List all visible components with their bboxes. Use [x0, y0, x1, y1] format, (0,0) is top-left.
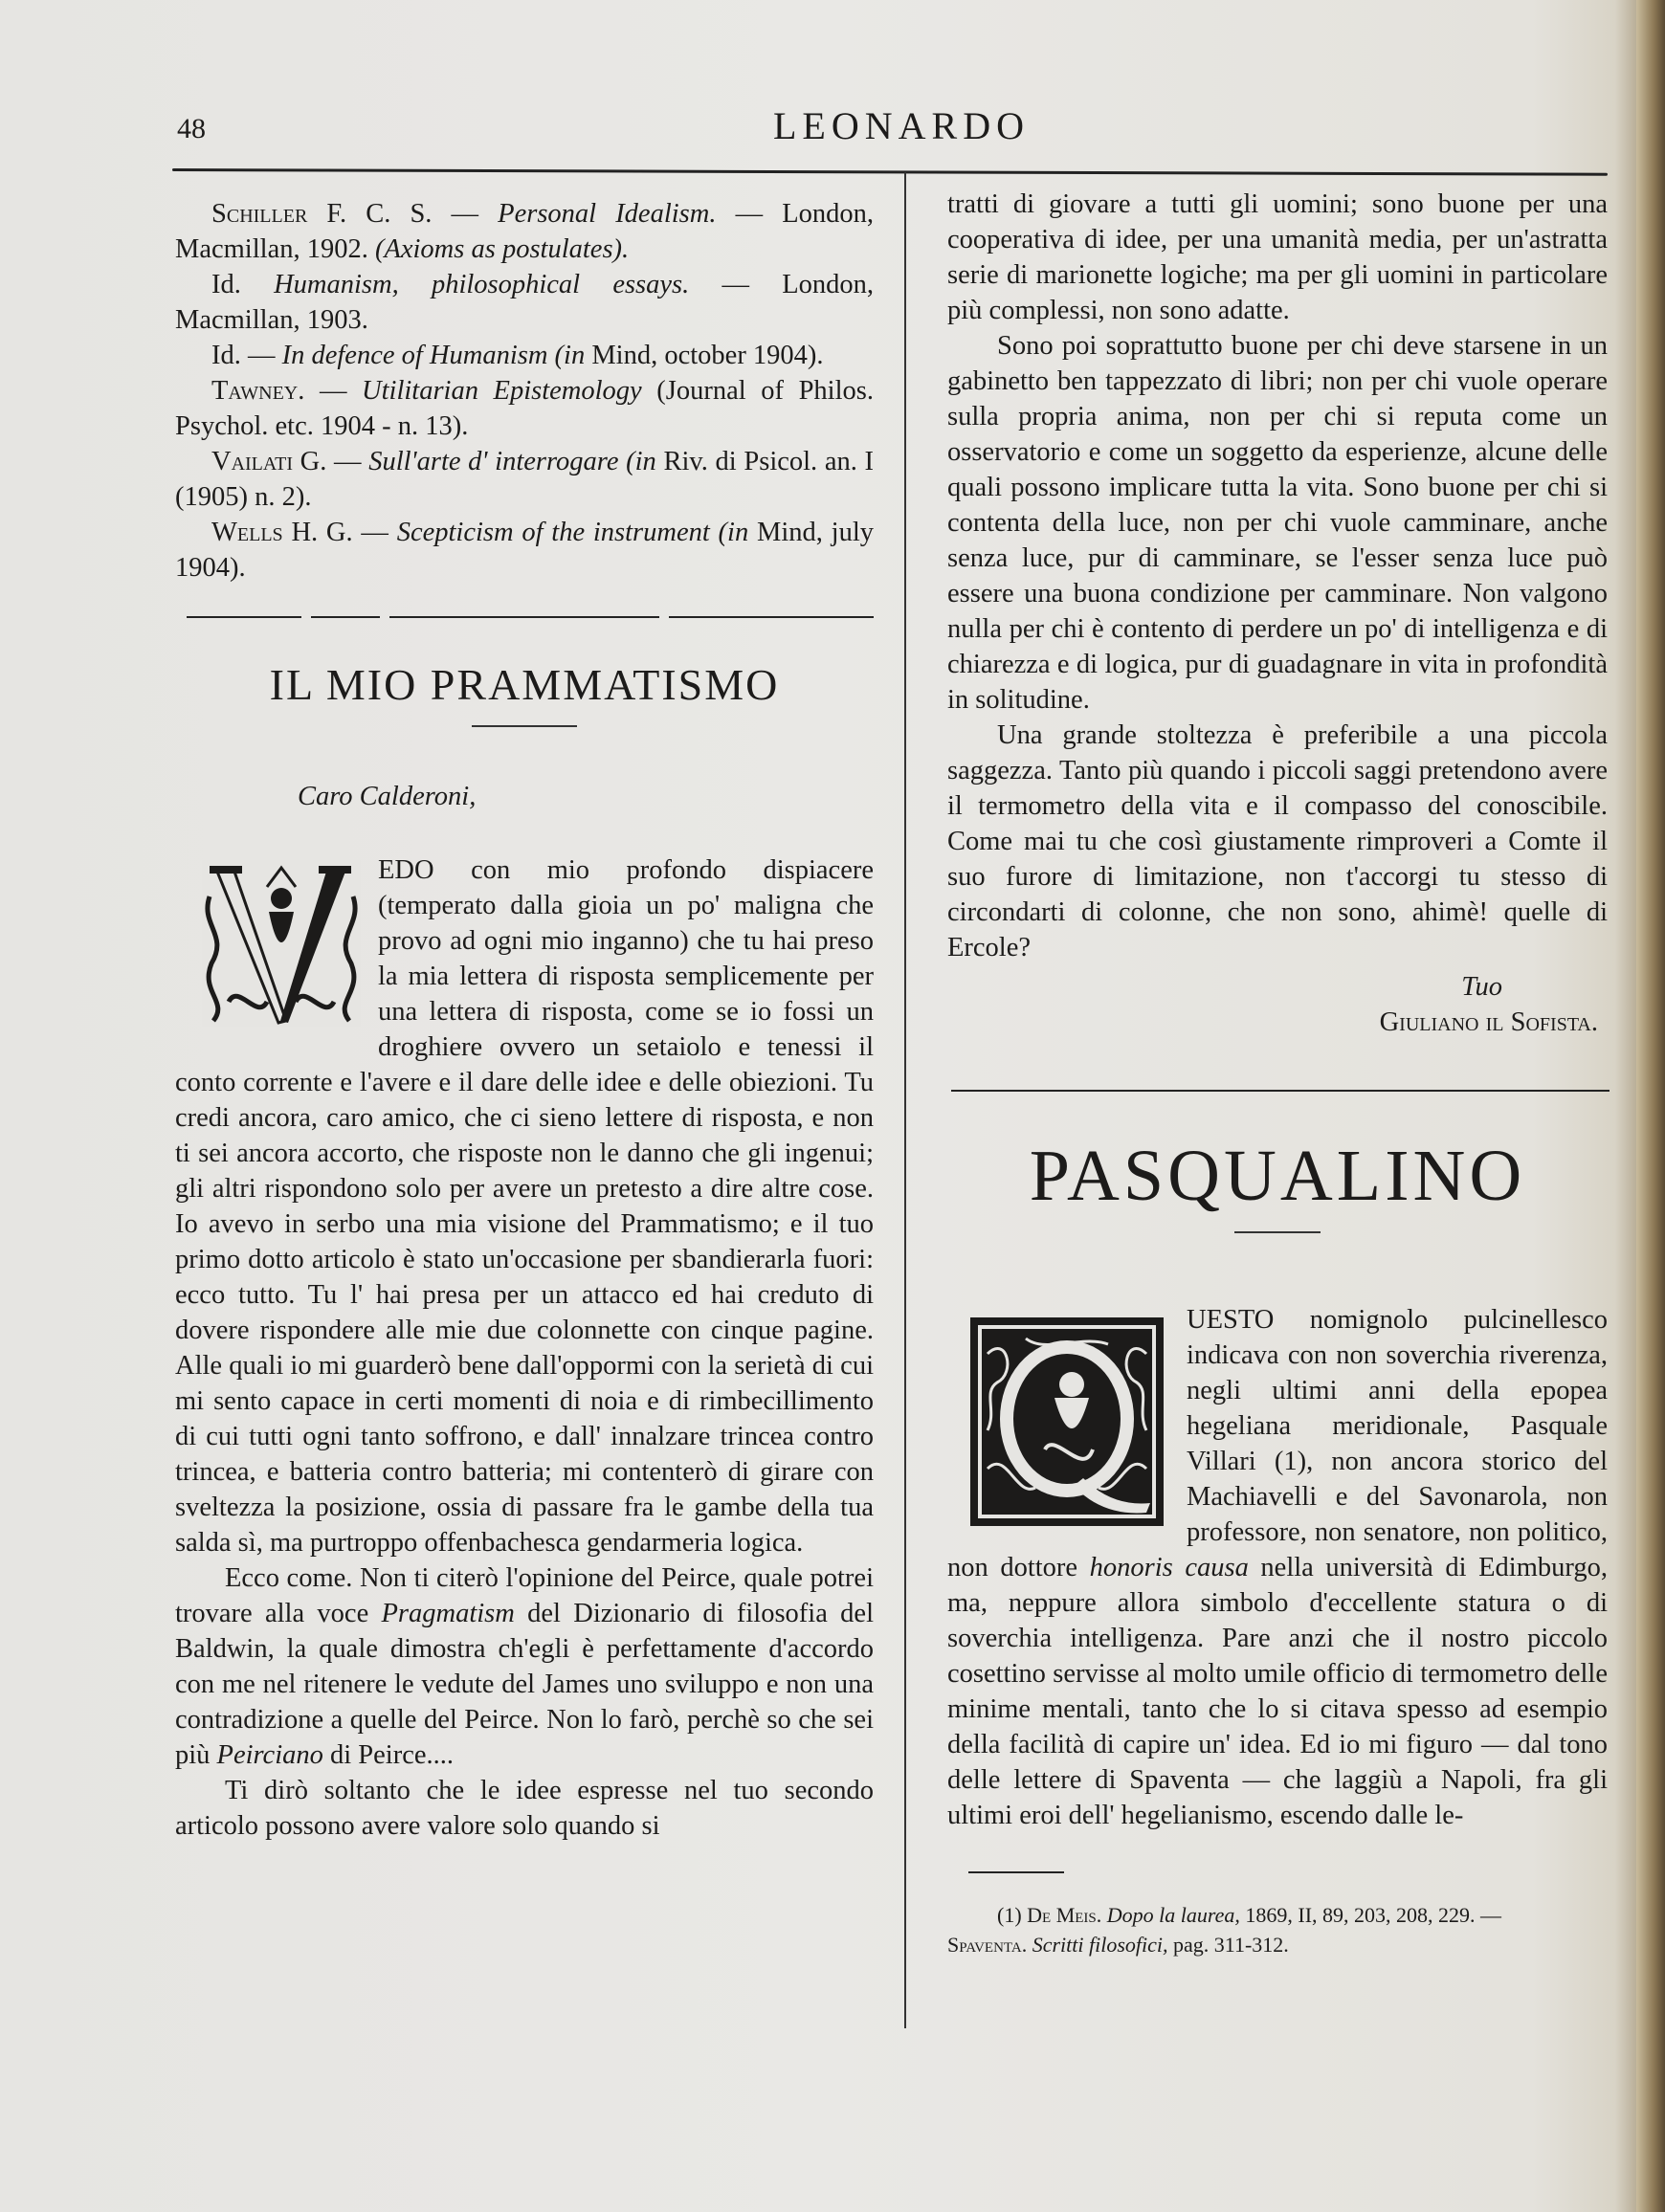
signature: Giuliano il Sofista.: [1379, 1007, 1598, 1037]
bib-rest: — London, Macmillan, 1903.: [175, 270, 874, 335]
ornamental-dropcap-q-icon: [968, 1316, 1166, 1528]
footnote-line: [947, 1930, 1608, 1959]
bib-title: Utilitarian Epistemology: [362, 376, 642, 406]
paragraph: Una grande stoltezza è preferibile a una piccola saggezza. Tanto più quando i piccoli saggi pretendono avere il termometro della vita e il compasso del conoscibile. Come mai tu che così giustamente rimproveri a Comte il suo furore di limitazione, non t'accorgi tu stesso di circondarti di colonne, che non sono, ahimè! quelle di Ercole?: [947, 720, 1608, 962]
page-number: 48: [177, 113, 206, 144]
footnote-marker: (1): [997, 1903, 1022, 1927]
bib-entry: [175, 196, 874, 267]
paragraph: [175, 1773, 874, 1844]
bib-author: Id.: [211, 341, 241, 370]
footnote-title: Scritti filosofici,: [1032, 1933, 1168, 1957]
bib-author: Id.: [211, 270, 241, 299]
paragraph-text: del Dizionario di filosofia del Baldwin, la quale dimostra ch'egli è perfettamente d'accordo con me nel ritenere le vedute del James uno sviluppo e non una contradizione a quelle del Peirce. Non lo farò, perchè so che sei più: [175, 1599, 874, 1770]
footnote-text: 1869, II, 89, 203, 208, 229. —: [1239, 1903, 1502, 1927]
paragraph: Sono poi soprattutto buone per chi deve starsene in un gabinetto ben tappezzato di libri; non per chi vuole operare sulla propria anima, non per chi si reputa come un osservatorio e come un soggetto da esperienze, alcune delle quali possono implicare tutta la vita. Sono buone per chi si contenta della luce, non per chi vuole camminare, anche senza luce, pur di camminare, se l'esser senza luce può essere una buona condizione per camminare. Non valgono nulla per chi è contento di perdere un po' di intelligenza e di chiarezza e di logica, pur di guadagnare in vita in profondità in solitudine.: [947, 331, 1608, 715]
footnote: [947, 1900, 1608, 1959]
bib-author: Schiller F. C. S.: [211, 199, 433, 229]
salutation: Caro Calderoni,: [298, 782, 477, 811]
bib-author: Vailati G.: [211, 447, 327, 476]
right-column: [947, 187, 1608, 1959]
bib-sep: [241, 270, 274, 299]
bib-title: Humanism, philosophical essays.: [274, 270, 690, 299]
article-title: PASQUALINO: [1029, 1136, 1526, 1216]
paragraph: [175, 1560, 874, 1773]
article-body: [175, 852, 874, 1844]
bib-title: Personal Idealism.: [498, 199, 717, 229]
section-rule: [951, 1090, 1610, 1092]
bib-author: Wells H. G.: [211, 518, 353, 547]
bib-entry: [175, 444, 874, 515]
signoff: Tuo: [1461, 972, 1502, 1002]
footnote-rule: [968, 1871, 1064, 1873]
bib-sep: —: [352, 518, 397, 547]
bib-title: Scepticism of the instrument (in: [396, 518, 749, 547]
title-underline: [472, 725, 577, 727]
opening-caps: EDO: [378, 855, 434, 885]
bibliography: [175, 196, 874, 586]
emphasis: Peirciano: [216, 1740, 323, 1770]
paragraph-text: Ecco come. Non ti citerò l'opinione del Peirce, quale potrei trovare alla voce: [175, 1563, 874, 1628]
bib-title: Sull'arte d' interrogare (in: [368, 447, 656, 476]
header-rule: [172, 168, 1608, 176]
bib-sep: —: [432, 199, 499, 229]
bib-entry: [175, 515, 874, 586]
bib-sep: —: [304, 376, 363, 406]
bib-rest: Mind, july 1904).: [175, 518, 874, 583]
emphasis: honoris causa: [1089, 1553, 1249, 1582]
left-column: [175, 196, 874, 1844]
article-title: IL MIO PRAMMATISMO: [269, 660, 780, 709]
bib-rest: (Journal of Philos. Psychol. etc. 1904 - n. 13).: [175, 376, 874, 441]
title-underline: [1234, 1231, 1321, 1233]
bib-entry: [175, 267, 874, 338]
footnote-author: Spaventa.: [947, 1933, 1028, 1957]
book-spine-shadow: [1636, 0, 1665, 2212]
emphasis: Pragmatism: [381, 1599, 515, 1628]
paragraph-text: nomignolo pulcinellesco indicava con non soverchia riverenza, negli ultimi anni della epopea hegeliana meridionale, Pasquale Villari (1), non ancora storico del Machiavelli e del Savonarola, non professore, non senatore, non politico, non dottore: [947, 1305, 1608, 1582]
bib-rest: — London, Macmillan, 1902.: [175, 199, 874, 264]
bib-sep: —: [326, 447, 369, 476]
column-divider: [904, 172, 906, 2028]
paragraph-text: nella università di Edimburgo, ma, neppure allora simbolo d'eccellente statura o di soverchia intelligenza. Pare anzi che il nostro piccolo cosettino servisse al molto umile officio di termometro delle minime mentali, tanto che lo si citava spesso ad esempio della facilità di capire un' idea. Ed io mi figuro — dal tono delle lettere di Spaventa — che laggiù a Napoli, fra gli ultimi eroi dell' hegelianismo, escendo dalle le-: [947, 1553, 1608, 1830]
footnote-line: [947, 1900, 1608, 1930]
bib-rest: Mind, october 1904).: [585, 341, 824, 370]
bib-rest: Riv. di Psicol. an. I (1905) n. 2).: [175, 447, 875, 512]
bib-entry: [175, 338, 874, 373]
bib-entry: [175, 373, 874, 444]
footnote-text: pag. 311-312.: [1167, 1933, 1289, 1957]
paragraph-text: con mio profondo dispiacere (temperato dalla gioia un po' maligna che provo ad ogni mio inganno) che tu hai preso la mia lettera di risposta semplicemente per una lettera di risposta, come se io fossi un droghiere ovvero un setaiolo e tenessi il conto corrente e l'avere e il dare delle idee e delle obiezioni. Tu credi ancora, caro amico, che ci sieno lettere di risposta, e non ti sei ancora accorto, che risposte non le danno che gli ingenui; gli altri rispondono solo per avere un pretesto a dire altre cose. Io avevo in serbo una mia visione del Prammatismo; e il tuo primo dotto articolo è stato un'occasione per sbandierarla fuori: ecco tutto. Tu l' hai presa per un attacco ed hai creduto di dovere rispondere alle mie due colonnette con cinque pagine. Alle quali io mi guarderò bene dall'oppormi con la serietà di cui mi sento capace in certi momenti di noia e di rimbecillimento di cui tutti ogni tanto soffrono, e dall' innalzare trincea contro trincea, e batteria contro batteria; mi contenterò di girare con sveltezza la posizione, ossia di passare fra le gambe della tua salda sì, ma purtroppo offenbachesca gendarmeria logica.: [175, 855, 874, 1558]
article-body: [947, 1302, 1608, 1959]
bib-sep: —: [240, 341, 282, 370]
section-rule: [187, 616, 874, 618]
opening-caps: UESTO: [1187, 1305, 1275, 1335]
paragraph: tratti di giovare a tutti gli uomini; sono buone per una cooperativa di idee, per una umanità media, per un'astratta serie di marionette logiche; ma per gli uomini in particolare più complessi, non sono adatte.: [947, 189, 1608, 325]
bib-note: (Axioms as postulates).: [374, 234, 630, 264]
footnote-author: De Meis.: [1027, 1903, 1102, 1927]
paragraph-text: Ti dirò soltanto che le idee espresse nel tuo secondo articolo possono avere valore solo quando si: [175, 1776, 874, 1841]
paragraph-text: di Peirce....: [322, 1740, 455, 1770]
ornamental-dropcap-v-icon: [200, 858, 363, 1029]
bib-title: In defence of Humanism (in: [281, 341, 586, 370]
bib-author: Tawney.: [211, 376, 305, 406]
running-head: LEONARDO: [773, 104, 1030, 147]
footnote-title: Dopo la laurea,: [1106, 1903, 1240, 1927]
